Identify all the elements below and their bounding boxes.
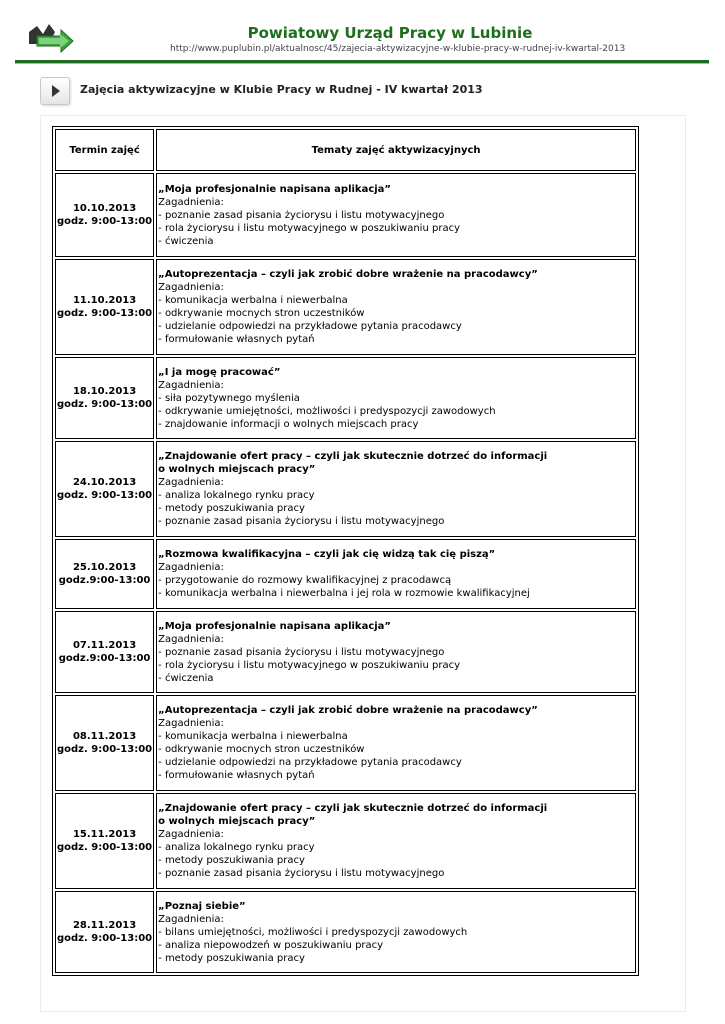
header-date: Termin zajęć [55, 129, 154, 171]
session-topic-cell [156, 539, 636, 609]
session-date: 18.10.2013 [72, 386, 137, 397]
session-topic-label: Zagadnienia: [158, 282, 224, 293]
session-date: 08.11.2013 [72, 731, 137, 742]
session-time: godz. 9:00-13:00 [57, 933, 153, 944]
session-date-cell [55, 695, 154, 791]
table-header-row [55, 129, 636, 171]
session-topic-item: - odkrywanie umiejętności, możliwości i predyspozycji zawodowych [158, 405, 496, 417]
schedule-table [52, 126, 639, 976]
session-topic-cell [156, 259, 636, 355]
session-topic-cell [156, 611, 636, 693]
session-date-cell [55, 611, 154, 693]
session-topic-label: Zagadnienia: [158, 913, 224, 925]
session-date: 25.10.2013 [72, 562, 137, 573]
session-topic-item: - poznanie zasad pisania życiorysu i listu motywacyjnego [158, 209, 445, 221]
session-topic-title: „Znajdowanie ofert pracy – czyli jak skutecznie dotrzeć do informacji o wolnych miejscach pracy” [158, 803, 548, 827]
session-topic-cell [156, 793, 636, 889]
session-topic-item: - formułowanie własnych pytań [158, 770, 315, 781]
site-url[interactable]: http://www.puplubin.pl/aktualnosc/45/zajecia-aktywizacyjne-w-klubie-pracy-w-rudnej-iv-kwartal-2013 [170, 44, 626, 54]
session-topic-item: - przygotowanie do rozmowy kwalifikacyjnej z pracodawcą [158, 575, 452, 586]
session-date-cell [55, 259, 154, 355]
session-topic-label: Zagadnienia: [158, 718, 224, 729]
session-date-cell [55, 793, 154, 889]
table-row [55, 695, 636, 791]
session-topic-item: - poznanie zasad pisania życiorysu i listu motywacyjnego [158, 646, 445, 658]
table-row [55, 357, 636, 439]
session-date-cell [55, 173, 154, 257]
session-topic-cell [156, 695, 636, 791]
session-date-cell [55, 539, 154, 609]
session-date: 28.11.2013 [72, 920, 137, 931]
session-date: 24.10.2013 [72, 477, 137, 488]
page-header [0, 0, 725, 64]
session-topic-item: - komunikacja werbalna i niewerbalna [158, 731, 348, 742]
session-topic-title: „Moja profesjonalnie napisana aplikacja” [158, 183, 391, 195]
session-time: godz. 9:00-13:00 [57, 842, 153, 853]
session-topic-item: - udzielanie odpowiedzi na przykładowe pytania pracodawcy [158, 757, 462, 768]
session-topic-title: „Poznaj siebie” [158, 900, 246, 912]
play-arrow-icon [52, 85, 60, 97]
session-date: 10.10.2013 [72, 203, 137, 214]
session-time: godz. 9:00-13:00 [57, 744, 153, 755]
session-time: godz.9:00-13:00 [58, 653, 151, 664]
session-topic-item: - bilans umiejętności, możliwości i predyspozycji zawodowych [158, 926, 468, 938]
session-time: godz. 9:00-13:00 [57, 308, 153, 319]
session-topic-item: - metody poszukiwania pracy [158, 952, 305, 964]
session-topic-label: Zagadnienia: [158, 829, 224, 840]
session-time: godz. 9:00-13:00 [57, 399, 153, 410]
session-topic-item: - rola życiorysu i listu motywacyjnego w poszukiwaniu pracy [158, 659, 460, 671]
pup-logo-icon [27, 22, 75, 56]
session-topic-title: „Autoprezentacja – czyli jak zrobić dobre wrażenie na pracodawcy” [158, 705, 538, 716]
session-topic-item: - znajdowanie informacji o wolnych miejscach pracy [158, 418, 419, 430]
table-row [55, 891, 636, 973]
session-topic-title: „Autoprezentacja – czyli jak zrobić dobre wrażenie na pracodawcy” [158, 269, 538, 280]
session-topic-item: - rola życiorysu i listu motywacyjnego w poszukiwaniu pracy [158, 222, 460, 234]
article-title: Zajęcia aktywizacyjne w Klubie Pracy w Rudnej - IV kwartał 2013 [80, 83, 483, 96]
table-row [55, 793, 636, 889]
session-topic-title: „Rozmowa kwalifikacyjna – czyli jak cię widzą tak cię piszą” [158, 549, 496, 560]
schedule-body [55, 173, 636, 973]
session-topic-item: - ćwiczenia [158, 235, 214, 247]
session-topic-label: Zagadnienia: [158, 196, 224, 208]
session-topic-item: - formułowanie własnych pytań [158, 334, 315, 345]
session-date: 11.10.2013 [72, 295, 137, 306]
session-topic-item: - poznanie zasad pisania życiorysu i listu motywacyjnego [158, 868, 445, 879]
session-topic-item: - ćwiczenia [158, 672, 214, 684]
session-date: 07.11.2013 [72, 640, 137, 651]
session-date-cell [55, 357, 154, 439]
session-topic-item: - metody poszukiwania pracy [158, 503, 305, 514]
session-topic-item: - analiza lokalnego rynku pracy [158, 490, 315, 501]
session-topic-cell [156, 441, 636, 537]
article-arrow-button[interactable] [40, 77, 70, 105]
session-topic-item: - odkrywanie mocnych stron uczestników [158, 308, 365, 319]
session-topic-item: - odkrywanie mocnych stron uczestników [158, 744, 365, 755]
table-row [55, 259, 636, 355]
session-topic-title: „Moja profesjonalnie napisana aplikacja” [158, 620, 391, 632]
session-topic-item: - metody poszukiwania pracy [158, 855, 305, 866]
session-date-cell [55, 891, 154, 973]
session-topic-label: Zagadnienia: [158, 633, 224, 645]
session-topic-item: - komunikacja werbalna i niewerbalna i jej rola w rozmowie kwalifikacyjnej [158, 588, 530, 599]
session-topic-item: - poznanie zasad pisania życiorysu i listu motywacyjnego [158, 516, 445, 527]
session-topic-title: „I ja mogę pracować” [158, 366, 281, 378]
session-time: godz. 9:00-13:00 [57, 490, 153, 501]
header-topic: Tematy zajęć aktywizacyjnych [156, 129, 636, 171]
table-row [55, 441, 636, 537]
session-topic-cell [156, 891, 636, 973]
session-topic-label: Zagadnienia: [158, 477, 224, 488]
session-topic-item: - analiza niepowodzeń w poszukiwaniu pracy [158, 939, 384, 951]
session-topic-item: - komunikacja werbalna i niewerbalna [158, 295, 348, 306]
session-topic-cell [156, 357, 636, 439]
table-row [55, 611, 636, 693]
site-title: Powiatowy Urząd Pracy w Lubinie [247, 24, 533, 42]
session-topic-cell [156, 173, 636, 257]
table-row [55, 173, 636, 257]
session-topic-label: Zagadnienia: [158, 562, 224, 573]
session-topic-title: „Znajdowanie ofert pracy – czyli jak skutecznie dotrzeć do informacji o wolnych miejscach pracy” [158, 451, 548, 475]
table-row [55, 539, 636, 609]
session-date: 15.11.2013 [72, 829, 137, 840]
header-divider-light [15, 63, 709, 64]
session-topic-item: - siła pozytywnego myślenia [158, 392, 300, 404]
session-date-cell [55, 441, 154, 537]
session-topic-item: - analiza lokalnego rynku pracy [158, 842, 315, 853]
session-topic-label: Zagadnienia: [158, 379, 224, 391]
session-time: godz. 9:00-13:00 [57, 216, 153, 227]
session-topic-item: - udzielanie odpowiedzi na przykładowe pytania pracodawcy [158, 321, 462, 332]
session-time: godz.9:00-13:00 [58, 575, 151, 586]
